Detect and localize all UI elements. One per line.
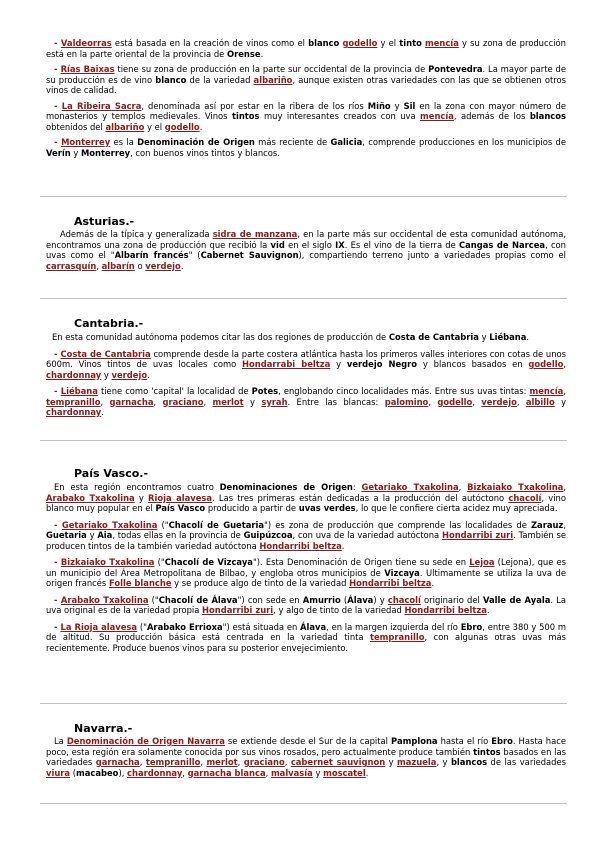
inline-link[interactable]: Bizkaiako Txakolina [60, 557, 155, 567]
bold-text: Miño [367, 100, 391, 111]
body-text: basados en las variedades [46, 746, 566, 767]
divider [40, 298, 567, 299]
bold-text: verdejo Negro [346, 359, 418, 369]
bold-text: Pamplona [391, 736, 438, 746]
bold-text: blancos [450, 757, 488, 767]
body-text: se extiende desde el Sur de la capital [224, 736, 392, 746]
bold-text: Verín [46, 147, 71, 158]
body-text: , [100, 396, 110, 407]
body-text: , [200, 757, 207, 767]
body-text: , lo que le confiere cierta acidez muy apreciada. [355, 503, 558, 513]
body-text: En esta comunidad autónoma podemos citar las dos regiones de producción de [52, 332, 389, 342]
inline-link[interactable]: Rías Baixas [60, 64, 115, 74]
divider [40, 803, 567, 804]
body-text: . También se producen tintos de la también variedad autóctona [46, 530, 567, 551]
para-rioja-alavesa [46, 622, 566, 654]
inline-link[interactable]: Arabako Txakolina [60, 594, 149, 605]
inline-link[interactable]: chacolí [387, 594, 421, 605]
body-text: . [101, 407, 104, 417]
inline-link[interactable]: merlot [212, 396, 244, 407]
body-text: (Lejona), que es un municipio del Área Metropolitana de Bilbao, y engloba otros municipios de [46, 557, 566, 578]
body-text: , y [436, 757, 451, 767]
inline-link[interactable]: Hondarrabi beltza [242, 359, 331, 369]
body-text: de las variedades [487, 757, 567, 767]
body-text: "). Esta Denominación de Origen tiene su sede en [252, 557, 470, 567]
para-liebana [46, 386, 566, 418]
inline-link[interactable]: Hondarribi beltza [404, 605, 487, 615]
para-pais-vasco-intro [46, 482, 566, 514]
list-dash: - [54, 557, 61, 567]
inline-link[interactable]: Denominación de Origen Navarra [66, 736, 225, 746]
body-text: muy interesantes creados con uva [259, 111, 421, 121]
list-dash: - [54, 100, 62, 111]
body-text: , [237, 757, 244, 767]
list-dash: - [54, 348, 61, 359]
inline-link[interactable]: carrasquín [46, 260, 97, 271]
body-text: y su zona de producción está en la parte oriental de la provincia de [46, 38, 566, 59]
bold-text: Albarín francés [114, 250, 189, 260]
body-text: : [352, 482, 362, 492]
bold-text: Orense [227, 48, 261, 59]
inline-link[interactable]: mencía [425, 38, 459, 48]
body-text: y [385, 757, 398, 767]
bold-text: vid [270, 239, 285, 250]
body-text: , [153, 396, 163, 407]
inline-link[interactable]: graciano [162, 396, 204, 407]
body-text: ") es zona de producción que comprende las localidades de [264, 519, 531, 530]
body-text: de la variedad [186, 74, 254, 85]
body-text: y [330, 359, 347, 369]
body-text: y se produce algo de tinto de la variedad [171, 578, 350, 588]
inline-link[interactable]: godello [164, 121, 200, 132]
bold-text: Denominación de Origen [137, 137, 255, 147]
inline-link[interactable]: Hondarribi beltza [259, 540, 342, 551]
para-costa-cantabria [46, 349, 566, 381]
body-text: , con algunas otras uvas más recientemente. Produce buenos vinos para su posterior envejecimiento. [46, 632, 566, 653]
body-text: , [96, 260, 102, 271]
body-text: tiene su zona de producción en la parte sur occidental de la provincia de [114, 64, 429, 74]
body-text: . [180, 260, 184, 271]
body-text: , y algo de tinto de la variedad [273, 605, 405, 615]
bold-text: blanco [308, 38, 340, 48]
body-text: , vino blanco muy popular en el [46, 492, 566, 513]
body-text: está basada en la creación de vinos como el [111, 38, 309, 48]
list-dash: - [54, 64, 61, 74]
body-text: , [563, 519, 566, 530]
body-text: ( [340, 594, 348, 605]
heading-pais-vasco: País Vasco.- [74, 467, 149, 480]
inline-link[interactable]: verdejo [481, 396, 517, 407]
bold-text: Álava [300, 621, 327, 632]
body-text: . [431, 578, 435, 588]
list-dash: - [54, 137, 62, 147]
bold-text: Cangas de Narcea [458, 239, 546, 250]
divider [40, 703, 567, 704]
inline-link[interactable]: albariño [253, 74, 293, 85]
bold-text: Amurrio [302, 594, 341, 605]
inline-link[interactable]: La Rioja alavesa [60, 621, 138, 632]
inline-link[interactable]: godello [437, 396, 473, 407]
bold-text: Pontevedra [428, 64, 483, 74]
body-text: . La mayor parte de su producción es de vino [46, 64, 566, 85]
body-text: , con uvas como el " [46, 239, 566, 260]
body-text: comprende desde la parte costera atlántica hasta los primeros valles interiores con cotas de unos 600m. Vinos tintos de uvas locales como [46, 348, 567, 369]
body-text: o [134, 260, 146, 271]
bold-text: uvas verdes [298, 503, 356, 513]
bold-text: Cabernet Sauvignon [200, 250, 299, 260]
body-text: y [70, 147, 81, 158]
body-text: . [526, 332, 530, 342]
list-dash: - [54, 519, 62, 530]
body-text: , [139, 757, 146, 767]
inline-link[interactable]: albarín [101, 260, 135, 271]
body-text: " ( [188, 250, 201, 260]
body-text: , [563, 386, 566, 396]
para-navarra [46, 736, 566, 778]
bold-text: Guetaria [46, 530, 87, 540]
body-text: , [284, 757, 291, 767]
inline-link[interactable]: Folle blanche [108, 578, 172, 588]
cantabria-section [46, 332, 566, 418]
body-text: y [312, 767, 324, 778]
body-text: , comprende producciones en los municipios de [362, 137, 566, 147]
galicia-section [46, 38, 566, 158]
bold-text: Costa de Cantabria [388, 332, 479, 342]
inline-link[interactable]: Hondarribi beltza [349, 578, 432, 588]
body-text: y el [377, 38, 400, 48]
bold-text: País Vasco [155, 503, 206, 513]
inline-link[interactable]: palomino [384, 396, 429, 407]
body-text: (" [154, 557, 165, 567]
inline-link[interactable]: albillo [525, 396, 555, 407]
inline-link[interactable]: syrah [261, 396, 288, 407]
bold-text: Galicia [330, 137, 363, 147]
bold-text: Zarauz [530, 519, 564, 530]
inline-link[interactable]: Getariako Txakolina [61, 519, 158, 530]
body-text: . [147, 369, 150, 380]
body-text: ( [70, 767, 77, 778]
bold-text: Denominaciones de Origen [219, 482, 353, 492]
inline-link[interactable]: chacolí [508, 492, 542, 503]
bold-text: Ebro [460, 621, 483, 632]
bold-text: blancos [529, 111, 566, 121]
inline-link[interactable]: chardonnay [46, 407, 102, 417]
bold-text: Álava [347, 594, 374, 605]
body-text: , todas ellas en la provincia de [112, 530, 244, 540]
body-text: , [563, 359, 567, 369]
body-text: La [54, 736, 67, 746]
bold-text: Sil [403, 100, 416, 111]
body-text: , [265, 767, 271, 778]
para-valdeorras [46, 38, 566, 59]
inline-link[interactable]: Costa de Cantabria [60, 348, 151, 359]
heading-cantabria: Cantabria.- [74, 317, 144, 330]
body-text: (" [137, 621, 147, 632]
bold-text: macabeo [76, 767, 119, 778]
body-text: . Las tres primeras están dedicadas a la producción del autóctono [212, 492, 509, 503]
inline-link[interactable]: Liébana [60, 386, 98, 396]
inline-link[interactable]: Rioja alavesa [148, 492, 213, 503]
inline-link[interactable]: malvasía [270, 767, 313, 778]
inline-link[interactable]: merlot [206, 757, 238, 767]
inline-link[interactable]: chardonnay [46, 369, 102, 380]
bold-text: Ebro [491, 736, 513, 746]
body-text: y blancos basados en [417, 359, 529, 369]
body-text: En esta región encontramos cuatro [54, 482, 220, 492]
inline-link[interactable]: Hondarribi zuri [202, 605, 274, 615]
body-text: . La uva original es de la variedad propia [46, 594, 566, 615]
bold-text: Guipúzcoa [243, 530, 293, 540]
body-text: , [182, 767, 188, 778]
bold-text: Chacolí de Álava [158, 594, 238, 605]
inline-link[interactable]: sidra de manzana [212, 229, 298, 239]
inline-link[interactable]: mencía [420, 111, 454, 121]
body-text: y el [144, 121, 165, 132]
inline-link[interactable]: tempranillo [369, 632, 425, 642]
body-text: , en la parte más sur occidental de esta comunidad autónoma, encontramos una zona de producción que recibió la [46, 229, 567, 250]
body-text: , [516, 396, 526, 407]
inline-link[interactable]: moscatel [323, 767, 366, 778]
body-text: , además de los [453, 111, 530, 121]
body-text: ), [118, 767, 128, 778]
body-text: . Hasta hace poco, esta región era solamente conocida por sus vinos rosados, pero actualmente produce también [46, 736, 566, 757]
inline-link[interactable]: Bizkaiako Txakolina [467, 482, 564, 492]
body-text: originario del [420, 594, 483, 605]
para-cantabria-intro [46, 332, 566, 343]
bold-text: Vizcaya [384, 567, 420, 578]
body-text: producido a partir de [205, 503, 299, 513]
body-text: , aunque existen otras variedades con las que se obtienen otros vinos de calidad. [46, 74, 566, 95]
inline-link[interactable]: albariño [105, 121, 145, 132]
inline-link[interactable]: Lejoa [469, 557, 495, 567]
body-text: (" [148, 594, 159, 605]
heading-asturias: Asturias.- [74, 215, 135, 228]
bold-text: Valle de Ayala [483, 594, 551, 605]
list-dash: - [54, 594, 61, 605]
divider [40, 440, 567, 441]
bold-text: tintos [473, 746, 501, 757]
body-text: , [472, 396, 482, 407]
inline-link[interactable]: garnacha [109, 396, 154, 407]
pais-vasco-section [46, 482, 566, 653]
body-text: y [101, 369, 112, 380]
body-text: , [563, 482, 566, 492]
body-text: , denominada así por estar en la ribera de los ríos [141, 100, 368, 111]
bold-text: Aia [97, 530, 113, 540]
body-text: obtenidos del [46, 121, 106, 132]
bold-text: IX [335, 239, 345, 250]
para-ribeira-sacra [46, 101, 566, 133]
body-text: , en la margen izquierda del río [326, 621, 461, 632]
body-text: tiene como 'capital' la localidad de [97, 386, 252, 396]
body-text: , entre 380 y 500 m de altitud. Su producción básica está centrada en la variedad tinta [46, 621, 566, 642]
body-text: , englobando cinco localidades más. Entre sus uvas tintas: [278, 386, 530, 396]
divider [40, 196, 567, 197]
para-arabako [46, 595, 566, 616]
inline-link[interactable]: godello [528, 359, 564, 369]
inline-link[interactable]: Monterrey [61, 137, 111, 147]
body-text: más reciente de [254, 137, 331, 147]
body-text: hasta el río [437, 736, 492, 746]
body-text: y [390, 100, 404, 111]
bold-text: Chacolí de Guetaria [168, 519, 265, 530]
inline-link[interactable]: tempranillo [46, 396, 101, 407]
inline-link[interactable]: verdejo [145, 260, 181, 271]
inline-link[interactable]: Valdeorras [60, 38, 112, 48]
body-text: , con uva de la variedad autóctona [292, 530, 442, 540]
bold-text: Arabako Errioxa [146, 621, 223, 632]
body-text: , [458, 482, 468, 492]
para-rias-baixas [46, 64, 566, 96]
bold-text: blanco [155, 74, 187, 85]
heading-navarra: Navarra.- [74, 722, 133, 735]
body-text: y [86, 530, 98, 540]
body-text: es la [110, 137, 138, 147]
inline-link[interactable]: Hondarribi zuri [441, 530, 514, 540]
body-text: (" [157, 519, 169, 530]
body-text: Además de la típica y generalizada [60, 229, 213, 239]
inline-link[interactable]: La Ribeira Sacra [61, 100, 142, 111]
body-text: y [478, 332, 490, 342]
list-dash: - [54, 38, 61, 48]
bold-text: tinto [399, 38, 422, 48]
inline-link[interactable]: garnacha [95, 757, 140, 767]
body-text: . [199, 121, 203, 132]
body-text: . [341, 540, 345, 551]
inline-link[interactable]: godello [342, 38, 378, 48]
inline-link[interactable]: cabernet sauvignon [290, 757, 386, 767]
list-dash: - [54, 621, 61, 632]
body-text: en el siglo [284, 239, 336, 250]
body-text: y [243, 396, 262, 407]
inline-link[interactable]: Getariako Txakolina [361, 482, 459, 492]
asturias-section [46, 229, 566, 271]
body-text: , [428, 396, 438, 407]
body-text: y [134, 492, 149, 503]
inline-link[interactable]: mazuela [397, 757, 437, 767]
inline-link[interactable]: Arabako Txakolina [46, 492, 135, 503]
bold-text: Monterrey [80, 147, 131, 158]
navarra-section [46, 736, 566, 778]
para-getariako [46, 520, 566, 552]
body-text: , con buenos vinos tintos y blancos. [130, 147, 280, 158]
body-text: . Entre las blancas: [287, 396, 385, 407]
inline-link[interactable]: garnacha blanca [187, 767, 266, 778]
para-monterrey [46, 137, 566, 158]
body-text: . [486, 605, 490, 615]
para-bizkaiako [46, 557, 566, 589]
inline-link[interactable]: verdejo [111, 369, 148, 380]
body-text: en la zona con mayor número de monasterios y templos medievales. Vinos [46, 100, 566, 121]
inline-link[interactable]: mencía [529, 386, 564, 396]
list-dash: - [54, 386, 61, 396]
body-text: . [260, 48, 264, 59]
body-text: ") está situada en [222, 621, 301, 632]
inline-link[interactable]: graciano [243, 757, 285, 767]
para-asturias [46, 229, 566, 271]
body-text: . Es el vino de la tierra de [344, 239, 459, 250]
body-text: . [365, 767, 369, 778]
bold-text: Potes [251, 386, 279, 396]
bold-text: Chacolí de Vizcaya [164, 557, 253, 567]
body-text: ) y [373, 594, 388, 605]
bold-text: tintos [231, 111, 260, 121]
inline-link[interactable]: chardonnay [127, 767, 183, 778]
body-text: . Ultimamente se utiliza la uva de origen francés [46, 567, 566, 588]
body-text: ), compartiendo terreno junto a variedades propias como el [298, 250, 566, 260]
body-text: , [203, 396, 213, 407]
bold-text: Liébana [489, 332, 527, 342]
inline-link[interactable]: viura [46, 767, 71, 778]
body-text: y [554, 396, 567, 407]
body-text: ") con sede en [237, 594, 303, 605]
inline-link[interactable]: tempranillo [145, 757, 201, 767]
